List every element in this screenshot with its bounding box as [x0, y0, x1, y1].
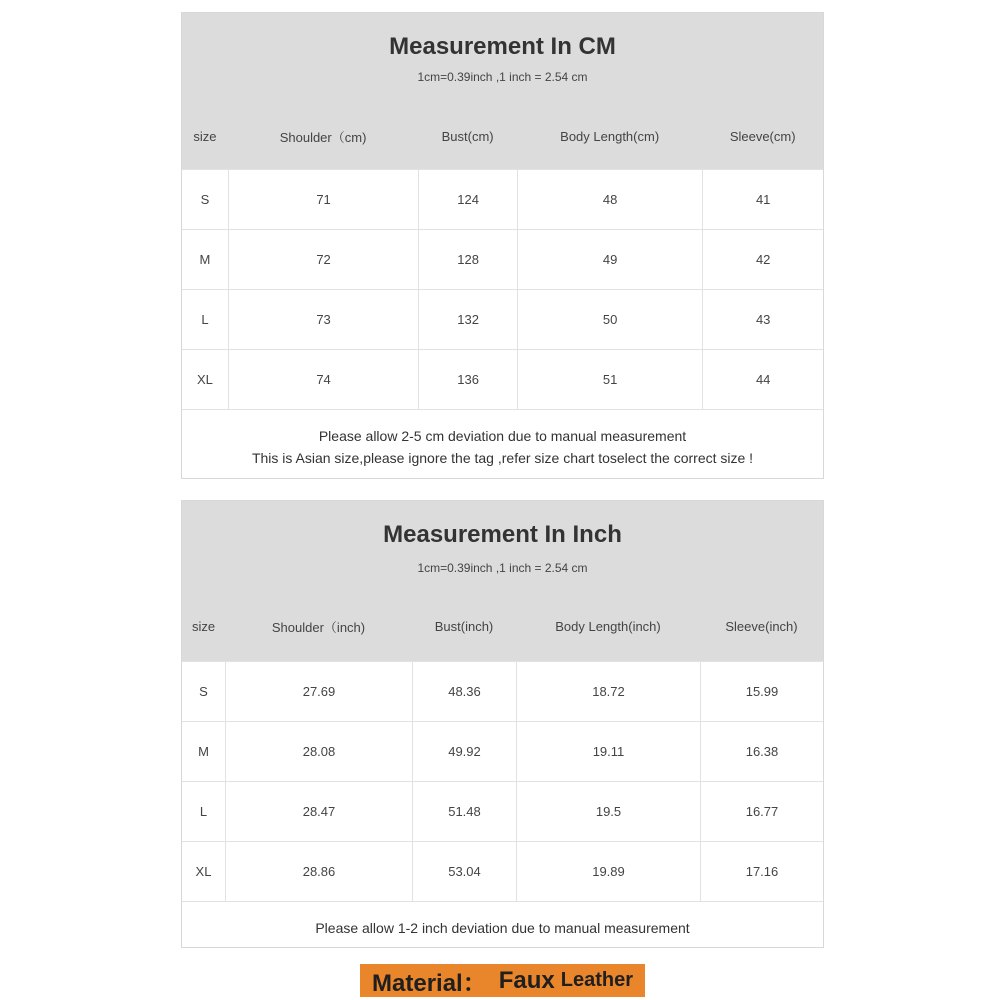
body-length-cell: 19.5 [516, 782, 700, 841]
bust-cell: 124 [418, 170, 517, 229]
asian-size-note-line: This is Asian size,please ignore the tag ,refer size chart toselect the correct size ! [251, 449, 754, 466]
body-length-cell: 19.89 [516, 842, 700, 901]
column-headers [182, 126, 823, 146]
table-row [182, 229, 823, 289]
deviation-note [182, 409, 823, 483]
shoulder-cell: 27.69 [225, 662, 412, 721]
chart-header-cm [182, 13, 823, 169]
size-cell: S [200, 192, 210, 207]
sleeve-cell: 41 [702, 170, 823, 229]
chart-title: Measurement In Inch [383, 521, 622, 548]
bust-cell: 49.92 [412, 722, 516, 781]
shoulder-cell: 72 [228, 230, 418, 289]
header-shoulder: Shoulder（cm) [279, 129, 367, 145]
header-bust: Bust(inch) [434, 618, 494, 634]
body-length-cell: 18.72 [516, 662, 700, 721]
chart-title: Measurement In CM [389, 33, 616, 60]
size-cell: XL [195, 864, 212, 879]
sleeve-cell: 42 [702, 230, 823, 289]
sleeve-cell: 43 [702, 290, 823, 349]
header-sleeve: Sleeve(inch) [725, 618, 798, 634]
size-chart-inch [181, 500, 824, 948]
header-body-length: Body Length(inch) [555, 618, 661, 634]
bust-cell: 132 [418, 290, 517, 349]
size-cell: XL [196, 372, 213, 387]
bust-cell: 136 [418, 350, 517, 409]
deviation-note-line: Please allow 1-2 inch deviation due to manual measurement [315, 919, 690, 936]
bust-cell: 51.48 [412, 782, 516, 841]
deviation-note-line: Please allow 2-5 cm deviation due to manual measurement [318, 427, 687, 444]
header-bust: Bust(cm) [441, 128, 494, 144]
table-row [182, 721, 823, 781]
header-size: size [191, 618, 216, 634]
conversion-note: 1cm=0.39inch ,1 inch = 2.54 cm [417, 561, 588, 575]
sleeve-cell: 44 [702, 350, 823, 409]
sleeve-cell: 17.16 [700, 842, 823, 901]
table-row [182, 661, 823, 721]
sleeve-cell: 16.38 [700, 722, 823, 781]
bust-cell: 48.36 [412, 662, 516, 721]
table-row [182, 289, 823, 349]
sleeve-cell: 16.77 [700, 782, 823, 841]
column-headers [182, 616, 823, 636]
header-body-length: Body Length(cm) [560, 128, 660, 144]
header-sleeve: Sleeve(cm) [729, 128, 796, 144]
shoulder-cell: 71 [228, 170, 418, 229]
body-length-cell: 49 [517, 230, 702, 289]
header-shoulder: Shoulder（inch) [271, 619, 366, 635]
bust-cell: 128 [418, 230, 517, 289]
sleeve-cell: 15.99 [700, 662, 823, 721]
size-chart-cm [181, 12, 824, 479]
size-cell: M [198, 744, 209, 759]
material-value-rest: Leather [560, 969, 633, 991]
size-cell: L [199, 804, 208, 819]
shoulder-cell: 73 [228, 290, 418, 349]
shoulder-cell: 28.86 [225, 842, 412, 901]
size-cell: M [199, 252, 211, 267]
shoulder-cell: 28.08 [225, 722, 412, 781]
material-value-main: Faux [498, 966, 555, 994]
body-length-cell: 48 [517, 170, 702, 229]
table-row [182, 349, 823, 409]
chart-header-inch [182, 501, 823, 661]
body-length-cell: 50 [517, 290, 702, 349]
bust-cell: 53.04 [412, 842, 516, 901]
shoulder-cell: 74 [228, 350, 418, 409]
material-label: Material： [372, 970, 487, 997]
header-size: size [193, 128, 217, 144]
body-length-cell: 19.11 [516, 722, 700, 781]
table-row [182, 169, 823, 229]
table-row [182, 781, 823, 841]
size-cell: L [201, 312, 209, 327]
body-length-cell: 51 [517, 350, 702, 409]
size-cell: S [199, 684, 208, 699]
table-row [182, 841, 823, 901]
conversion-note: 1cm=0.39inch ,1 inch = 2.54 cm [417, 70, 588, 84]
shoulder-cell: 28.47 [225, 782, 412, 841]
deviation-note [182, 901, 823, 953]
material-banner [360, 964, 645, 997]
